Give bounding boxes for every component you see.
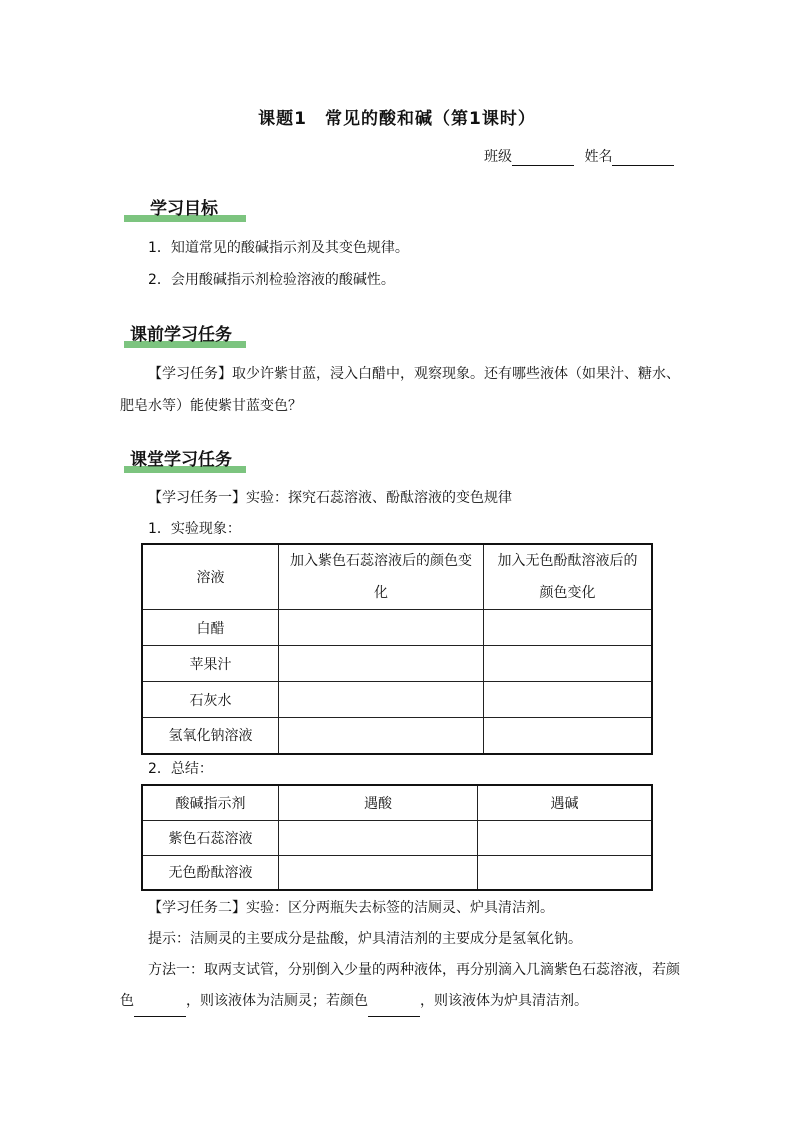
section-title: 学习目标	[150, 199, 218, 219]
table-header-cell: 加入紫色石蕊溶液后的颜色变化	[279, 544, 484, 610]
class-blank[interactable]	[512, 151, 574, 166]
answer-cell[interactable]	[279, 682, 484, 718]
table-row-label: 白醋	[142, 610, 279, 646]
method1-line2	[120, 985, 680, 1017]
table-row-label: 无色酚酞溶液	[142, 855, 279, 890]
table-row-label: 紫色石蕊溶液	[142, 820, 279, 855]
table-header-cell: 酸碱指示剂	[142, 785, 279, 820]
method1-line1: 方法一：取两支试管，分别倒入少量的两种液体，再分别滴入几滴紫色石蕊溶液，若颜	[148, 962, 680, 978]
task1-heading: 【学习任务一】实验：探究石蕊溶液、酚酞溶液的变色规律	[148, 490, 512, 506]
answer-cell[interactable]	[484, 718, 653, 754]
summary-table	[141, 784, 653, 891]
observation-table	[141, 543, 653, 755]
answer-blank[interactable]	[134, 1002, 186, 1017]
answer-cell[interactable]	[478, 820, 653, 855]
answer-cell[interactable]	[279, 646, 484, 682]
answer-cell[interactable]	[279, 855, 478, 890]
table-header-cell: 加入无色酚酞溶液后的颜色变化	[484, 544, 653, 610]
name-label: 姓名	[584, 149, 613, 165]
answer-cell[interactable]	[478, 855, 653, 890]
section-preview	[130, 320, 238, 345]
task2-heading: 【学习任务二】实验：区分两瓶失去标签的洁厕灵、炉具清洁剂。	[148, 900, 554, 916]
observation-label: 1．实验现象：	[148, 521, 241, 537]
class-label: 班级	[484, 149, 512, 165]
method1-text: ，则该液体为洁厕灵；若颜色	[186, 993, 368, 1009]
section-title: 课堂学习任务	[130, 450, 232, 470]
preview-task: 【学习任务】取少许紫甘蓝，浸入白醋中，观察现象。还有哪些液体（如果汁、糖水、肥皂水等）能使紫甘蓝变色？	[120, 366, 680, 414]
table-header-cell: 遇碱	[478, 785, 653, 820]
answer-blank[interactable]	[368, 1002, 420, 1017]
section-classroom	[130, 445, 238, 470]
answer-cell[interactable]	[279, 820, 478, 855]
summary-label: 2．总结：	[148, 761, 213, 777]
class-name-line	[484, 146, 674, 166]
answer-cell[interactable]	[484, 610, 653, 646]
section-title: 课前学习任务	[130, 325, 232, 345]
section-goals	[150, 194, 224, 219]
table-header-cell: 遇酸	[279, 785, 478, 820]
hint-text: 提示：洁厕灵的主要成分是盐酸，炉具清洁剂的主要成分是氢氧化钠。	[148, 931, 582, 947]
method1-text: 色	[120, 993, 134, 1009]
answer-cell[interactable]	[484, 682, 653, 718]
method1-text: ，则该液体为炉具清洁剂。	[420, 993, 588, 1009]
name-blank[interactable]	[612, 151, 674, 166]
answer-cell[interactable]	[484, 646, 653, 682]
table-row-label: 石灰水	[142, 682, 279, 718]
answer-cell[interactable]	[279, 610, 484, 646]
table-row-label: 氢氧化钠溶液	[142, 718, 279, 754]
page-title: 课题1 常见的酸和碱（第1课时）	[258, 109, 536, 129]
table-header-cell: 溶液	[142, 544, 279, 610]
table-row-label: 苹果汁	[142, 646, 279, 682]
goal-item-1: 1．知道常见的酸碱指示剂及其变色规律。	[148, 240, 409, 256]
goal-item-2: 2．会用酸碱指示剂检验溶液的酸碱性。	[148, 272, 395, 288]
answer-cell[interactable]	[279, 718, 484, 754]
